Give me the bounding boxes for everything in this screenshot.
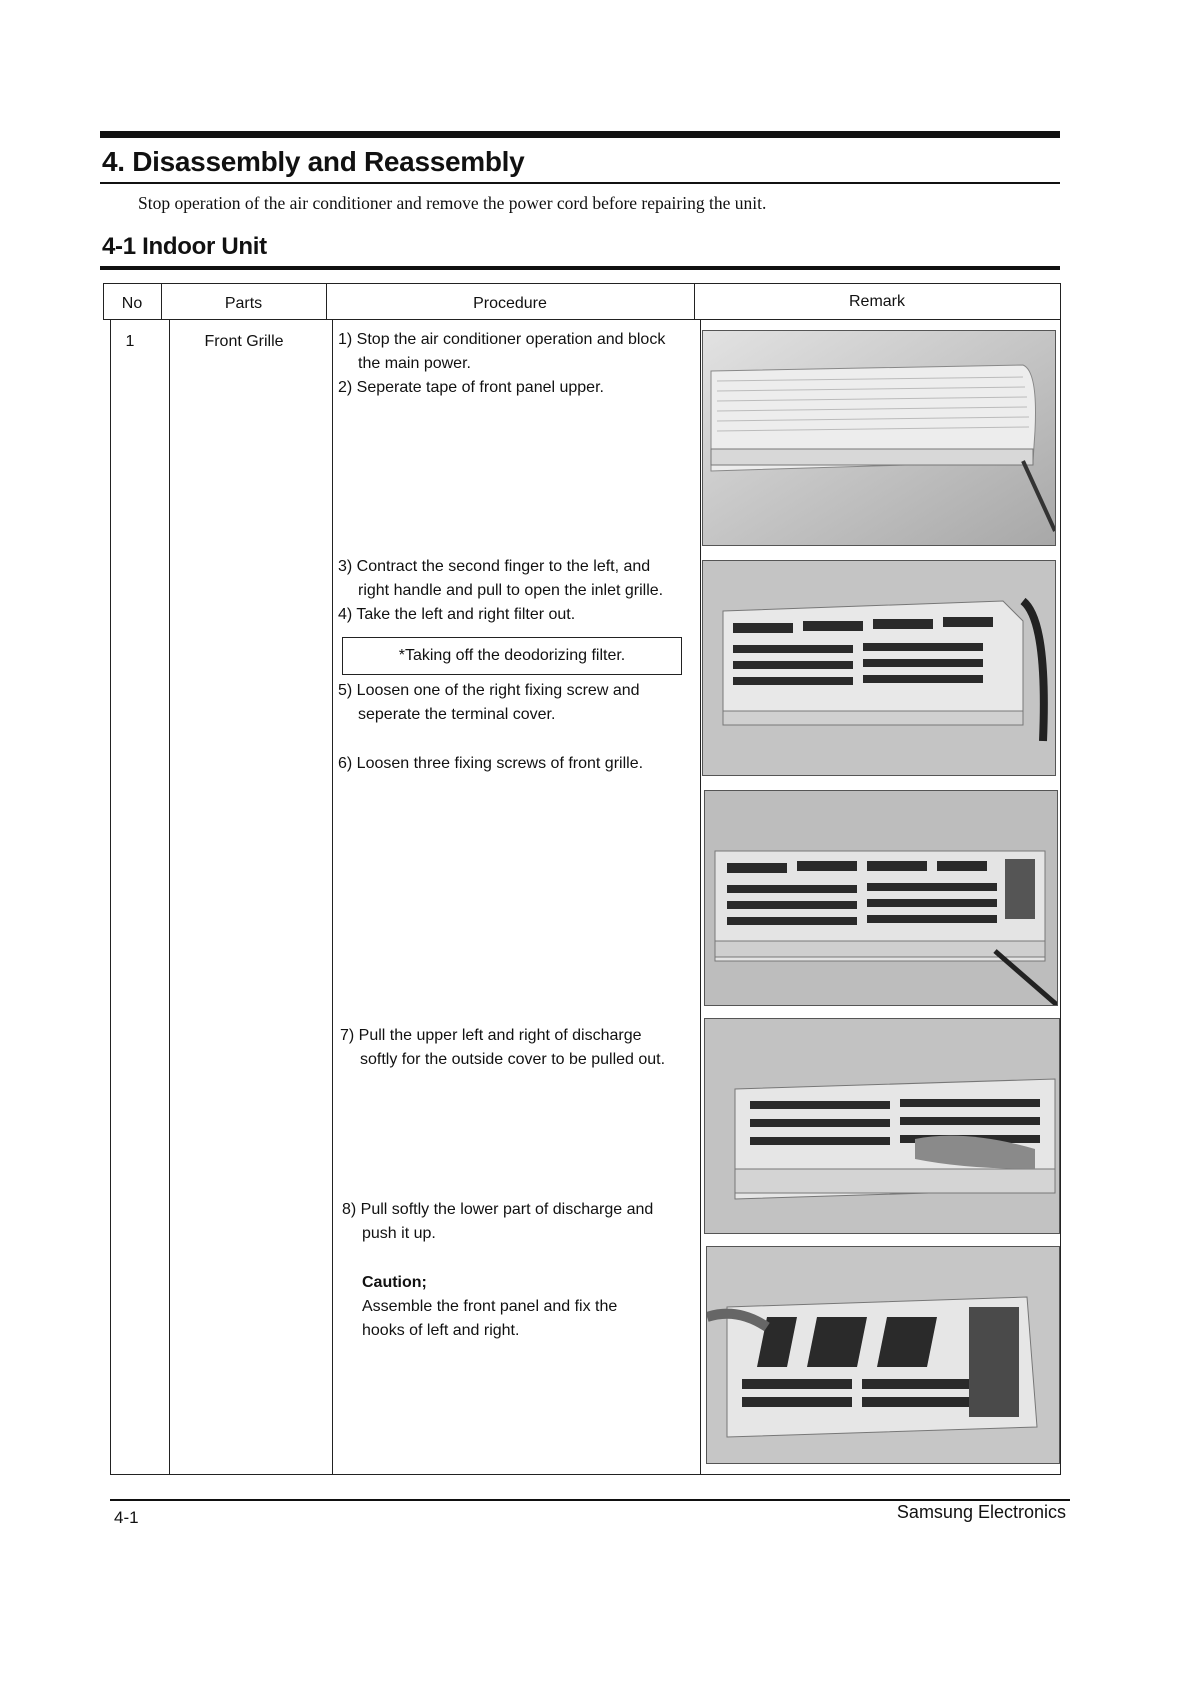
indoor-unit-illustration-3 <box>705 791 1057 1005</box>
col-divider-no-body <box>169 319 170 1474</box>
procedure-block-5 <box>340 1024 675 1072</box>
step-3: 3) Contract the second finger to the left, and right handle and pull to open the inlet grille. <box>338 558 664 599</box>
indoor-unit-illustration-2 <box>703 561 1055 775</box>
photo-push-up-discharge <box>706 1246 1060 1464</box>
title-underline <box>100 182 1060 184</box>
step-2: 2) Seperate tape of front panel upper. <box>338 379 604 396</box>
step-7: 7) Pull the upper left and right of discharge softly for the outside cover to be pulled out. <box>340 1027 666 1068</box>
company-name: Samsung Electronics <box>896 1502 1066 1522</box>
table-left-border-body <box>110 319 111 1474</box>
page-number: 4-1 <box>114 1508 139 1527</box>
col-header-no: No <box>121 295 143 312</box>
col-divider-procedure-body <box>700 319 701 1474</box>
step-5: 5) Loosen one of the right fixing screw and seperate the terminal cover. <box>338 682 640 723</box>
safety-note: Stop operation of the air conditioner and remove the power cord before repairing the unit. <box>138 193 767 213</box>
procedure-block-3 <box>338 679 678 727</box>
procedure-block-1 <box>338 328 678 400</box>
col-header-procedure: Procedure <box>473 295 547 312</box>
row-number: 1 <box>125 333 135 350</box>
step-8: 8) Pull softly the lower part of discharge and push it up. <box>342 1201 654 1242</box>
row-part-name: Front Grille <box>204 333 284 350</box>
photo-pull-discharge <box>704 1018 1060 1234</box>
indoor-unit-illustration-4 <box>705 1019 1059 1233</box>
procedure-block-4 <box>338 752 678 776</box>
table-bottom-border <box>110 1474 1061 1475</box>
table-top-border <box>103 283 1061 284</box>
deodorizing-filter-note: *Taking off the deodorizing filter. <box>398 647 626 664</box>
step-4: 4) Take the left and right filter out. <box>338 606 576 623</box>
step-1: 1) Stop the air conditioner operation and block the main power. <box>338 331 666 372</box>
table-header-border <box>103 319 1061 320</box>
col-divider-parts-body <box>332 319 333 1474</box>
caution-label: Caution; <box>362 1274 427 1291</box>
photo-indoor-unit-front <box>702 330 1056 546</box>
photo-open-inlet-grille <box>702 560 1056 776</box>
step-6: 6) Loosen three fixing screws of front grille. <box>338 755 644 772</box>
indoor-unit-illustration-1 <box>703 331 1055 545</box>
procedure-block-6 <box>342 1198 672 1246</box>
caution-text: Assemble the front panel and fix the hooks of left and right. <box>362 1298 618 1339</box>
procedure-block-2 <box>338 555 678 627</box>
table-right-border <box>1060 283 1061 1474</box>
deodorizing-filter-box <box>342 637 682 675</box>
section-title: 4-1 Indoor Unit <box>102 233 267 260</box>
section-rule <box>100 266 1060 270</box>
header-top-rule <box>100 131 1060 138</box>
photo-remove-filters <box>704 790 1058 1006</box>
indoor-unit-illustration-5 <box>707 1247 1059 1463</box>
col-header-parts: Parts <box>224 295 263 312</box>
page-title: 4. Disassembly and Reassembly <box>102 146 525 177</box>
col-header-remark: Remark <box>848 293 905 310</box>
